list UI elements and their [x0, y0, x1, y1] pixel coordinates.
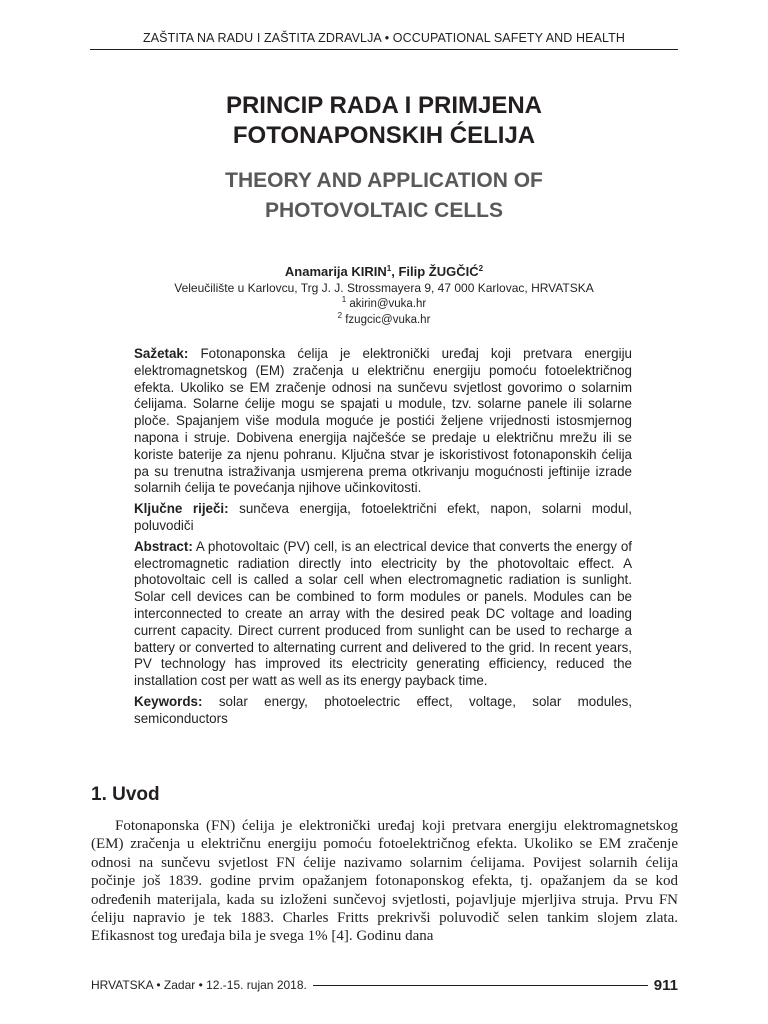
author-1-affil-mark: 1 [386, 264, 392, 273]
email-2-address[interactable]: fzugcic@vuka.hr [342, 314, 431, 326]
abstract-croatian [134, 346, 632, 497]
abstract-block [134, 346, 632, 732]
title-english [90, 166, 678, 226]
title-croatian [90, 91, 678, 151]
email-1-address[interactable]: akirin@vuka.hr [346, 298, 427, 310]
abstract-english-label: Abstract: [134, 538, 193, 554]
abstract-croatian-label: Sažetak: [134, 346, 189, 361]
page-footer [91, 975, 678, 995]
introduction-paragraph: Fotonaponska (FN) ćelija je elektronički uređaj koji pretvara energiju elektromagnetskog (EM) zračenja u električnu energiju pomoću fotoelektričnog efekta. Ukoliko se EM zračenje odnosi na sunčevu svjetlost FN ćelije nazivamo solarnim ćelijama. Povijest solarnih ćelija počinje još 1839. godine prvim opažanjem fotonaponskog efekta, tj. opažanjem da se kod određenih materijala, kada su izloženi sunčevoj svjetlosti, pojavljuje mjerljiva struja. Prvu FN ćeliju napravio je tek 1883. Charles Fritts prekrivši poluvodič selen tankim slojem zlata. Efikasnost tog uređaja bila je svega 1% [4]. Godinu dana [91, 818, 678, 945]
abstract-english-text: A photovoltaic (PV) cell, is an electrical device that converts the energy of electromagnetic radiation directly into electricity by the photovoltaic effect. A photovoltaic cell is called a solar cell when electromagnetic radiation is sunlight. Solar cell devices can be combined to form modules or panels. Modules can be interconnected to create an array with the desired peak DC voltage and loading current capacity. Direct current produced from sunlight can be used to recharge a battery or converted to alternating current and delivered to the grid. In recent years, PV technology has improved its electricity generating efficiency, reduced the installation cost per watt as well as its energy payback time. [134, 538, 632, 689]
authors-block [90, 263, 678, 328]
running-header: ZAŠTITA NA RADU I ZAŠTITA ZDRAVLJA • OCCUPATIONAL SAFETY AND HEALTH [90, 31, 678, 50]
keywords-english-text: solar energy, photoelectric effect, voltage, solar modules, semiconductors [134, 693, 632, 726]
footer-rule [313, 985, 648, 986]
keywords-croatian-label: Ključne riječi: [134, 501, 229, 517]
title-croatian-line1: PRINCIP RADA I PRIMJENA [225, 92, 543, 119]
title-block [90, 91, 678, 226]
author-separator: , [391, 264, 399, 279]
page-number: 911 [653, 976, 678, 994]
title-english-line1: THEORY AND APPLICATION OF [225, 169, 543, 192]
email-1-mark: 1 [341, 295, 347, 304]
abstract-english [134, 539, 632, 690]
email-2-mark: 2 [337, 311, 343, 320]
keywords-croatian [134, 501, 632, 535]
title-croatian-line2: FOTONAPONSKIH ĆELIJA [232, 122, 536, 149]
keywords-croatian-text: sunčeva energija, fotoelektrični efekt, napon, solarni modul, poluvodiči [134, 501, 632, 533]
keywords-english [134, 694, 632, 728]
author-2-affil-mark: 2 [478, 264, 484, 273]
keywords-english-label: Keywords: [134, 693, 203, 709]
email-author-2 [90, 312, 678, 328]
author-names [90, 263, 678, 280]
abstract-croatian-text: Fotonaponska ćelija je elektronički uređaj koji pretvara energiju elektromagnetskog (EM) zračenja u električnu energiju pomoću fotoelektričnog efekta. Ukoliko se EM zračenje odnosi na sunčevu svjetlost govorimo o solarnim ćelijama. Solarne ćelije mogu se spajati u module, tzv. solarne panele ili solarne ploče. Spajanjem više modula moguće je postići željene vrijednosti istosmjernog napona i struje. Dobivena energija najčešće se predaje u električnu mrežu ili se koriste baterije za njenu pohranu. Ključna stvar je iskoristivost fotonaponskih ćelija pa su trenutna istraživanja usmjerena prema otkrivanju mogućnosti jeftinije izrade solarnih ćelija te povećanja njihove učinkovitosti. [134, 346, 632, 496]
author-2: Filip ŽUGČIĆ [398, 264, 479, 279]
author-1: Anamarija KIRIN [284, 264, 387, 279]
conference-info: HRVATSKA • Zadar • 12.-15. rujan 2018. [91, 978, 307, 992]
title-english-line2: PHOTOVOLTAIC CELLS [264, 199, 503, 222]
section-heading-introduction: 1. Uvod [91, 784, 160, 805]
email-author-1 [90, 296, 678, 312]
affiliation: Veleučilište u Karlovcu, Trg J. J. Strossmayera 9, 47 000 Karlovac, HRVATSKA [174, 281, 594, 295]
